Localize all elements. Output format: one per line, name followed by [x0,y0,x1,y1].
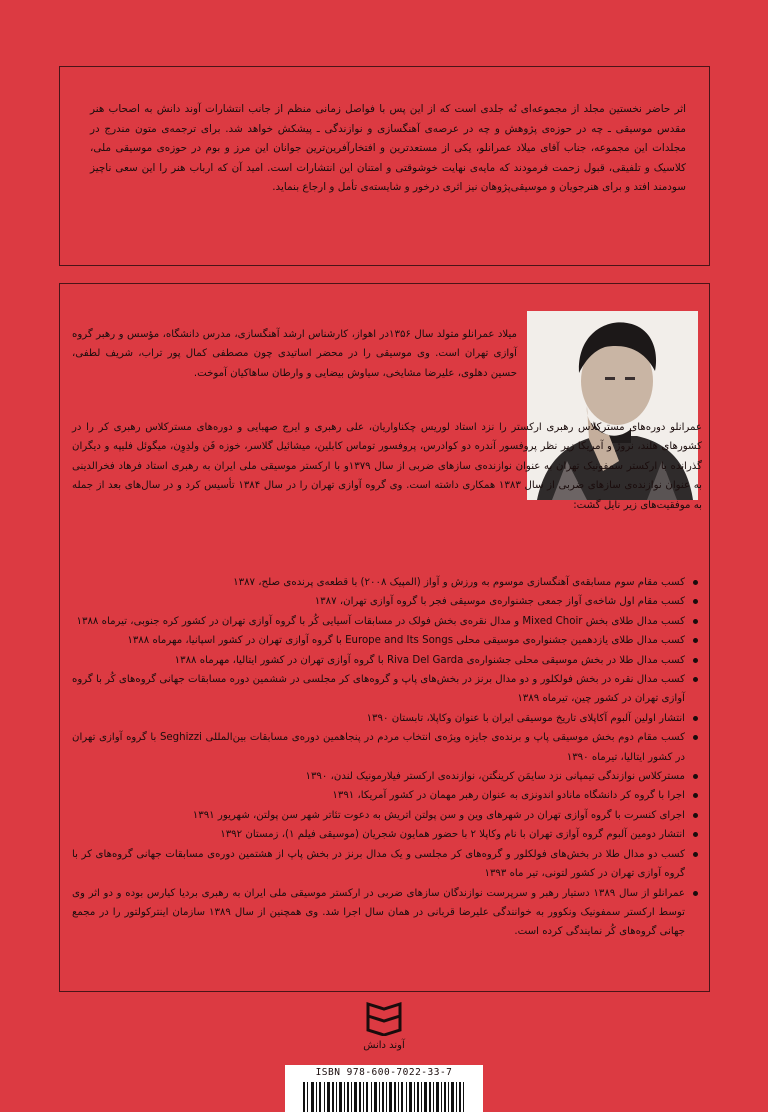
publisher-logo-icon [365,1000,403,1036]
list-item: عمرانلو از سال ۱۳۸۹ دستیار رهبر و سرپرست نوازندگان سازهای ضربی در ارکستر موسیقی ملی ایران به رهبری بردیا کیارس بوده و دو اثر وی توسط ارکستر سمفونیک ونکوور به خوانندگی علیرضا قربانی در همان سال اجرا شد. وی همچنین از سال ۱۳۸۹ سازمان اینترکولتور را در مجمع جهانی گروه‌های کُر نمایندگی کرده است. [72,884,698,942]
list-item: انتشار اولین آلبوم آکاپلای تاریخ موسیقی ایران با عنوان وکاپلا، تابستان ۱۳۹۰ [72,709,698,728]
list-item: کسب مدال طلای یازدهمین جشنواره‌ی موسیقی محلی Europe and Its Songs با گروه آوازی تهران در کشور اسپانیا، مهرماه ۱۳۸۸ [72,631,698,650]
publisher-name: آوند دانش [363,1040,405,1051]
list-item: کسب دو مدال طلا در بخش‌های فولکلور و گروه‌های کر مجلسی و یک مدال برنز در بخش پاپ از هشتمین دوره‌ی مسابقات جهانی گروه‌های کر با گروه آوازی تهران در کشور لتونی، تیر ماه ۱۳۹۳ [72,845,698,884]
bio-paragraph-training: عمرانلو دوره‌های مسترکلاس رهبری ارکستر را نزد استاد لوریس چکناواریان، علی رهبری و ایرج صهبایی و دوره‌های مسترکلاس رهبری کر را در کشورهای هلند، نروژ و آمریکا زیر نظر پروفسور آندره دو کوادرس، پروفسور توماس کابلین، میشائیل گلاسر، خوزه فَن ولدِوِن، میگوئل فلیپه و دیگران گذرانده با ارکستر سمفونیک تهران به عنوان نوازنده‌ی سازهای ضربی از سال ۱۳۷۹و با ارکستر موسیقی ملی ایران به رهبری استاد فرهاد فخرالدینی به عنوان نوازنده‌ی سازهای ضربی از سال ۱۳۸۳ همکاری داشته است. وی گروه آوازی تهران را در سال ۱۳۸۴ تأسیس کرد و در سال‌های بعد از جمله به موفقیت‌های زیر نایل گشت: [72,422,702,511]
list-item: کسب مدال نقره در بخش فولکلور و دو مدال برنز در بخش‌های پاپ و گروه‌های کر مجلسی در ششمین دوره مسابقات جهانی گروه‌های کُر با گروه آوازی تهران در کشور چین، تیرماه ۱۳۸۹ [72,670,698,709]
barcode [285,1065,483,1112]
list-item: کسب مقام دوم بخش موسیقی پاپ و برنده‌ی جایزه ویژه‌ی انتخاب مردم در پنجاهمین دوره‌ی مسابقات بین‌المللی Seghizzi با گروه آوازی تهران در کشور ایتالیا، تیرماه ۱۳۹۰ [72,728,698,767]
isbn-number: ISBN 978-600-7022-33-7 [315,1067,453,1078]
intro-paragraph: اثر حاضر نخستین مجلد از مجموعه‌ای نُه جلدی است که از این پس با فواصل زمانی منظم از جانب انتشارات آوند دانش به اصحاب هنر مقدس موسیقی ـ چه در حوزه‌ی پژوهش و چه در عرصه‌ی آهنگسازی و نوازندگی ـ پیشکش خواهد شد. برای ترجمه‌ی متون مندرج در مجلدات این مجموعه، جناب آقای میلاد عمرانلو، یکی از مستعدترین و افتخارآفرین‌ترین جوانان این مرز و بوم در حوزه‌ی موسیقی ملی، کلاسیک و تلفیقی، قبول زحمت فرمودند که مایه‌ی نهایت خوشوقتی و امتنان این انتشارات است. امید آن که ارباب هنر را این سعی ناچیز سودمند افتد و برای هنرجویان و موسیقی‌پژوهان نیز اثری درخور و شایسته‌ی تأمل و ارجاع بنماید. [90,103,686,194]
list-item: کسب مقام سوم مسابقه‌ی آهنگسازی موسوم به ورزش و آواز (المپیک ۲۰۰۸) با قطعه‌ی پرنده‌ی صلح، ۱۳۸۷ [72,573,698,592]
list-item: اجرای کنسرت با گروه آوازی تهران در شهرهای وین و سن پولتن اتریش به دعوت تئاتر شهر سن پولتن، شهریور ۱۳۹۱ [72,806,698,825]
list-item: کسب مقام اول شاخه‌ی آواز جمعی جشنواره‌ی موسیقی فجر با گروه آوازی تهران، ۱۳۸۷ [72,592,698,611]
bio-paragraph-intro: میلاد عمرانلو متولد سال ۱۳۵۶در اهواز، کارشناس ارشد آهنگسازی، مدرس دانشگاه، مؤسس و رهبر گروه آوازی تهران است. وی موسیقی را در محضر اساتیدی چون مصطفی کمال پور تراب، شریف لطفی، حسین دهلوی، علیرضا مشایخی، سیاوش بیضایی و وارطان ساهاکیان آموخت. [72,329,518,379]
list-item: اجرا با گروه کر دانشگاه مانادو اندونزی به عنوان رهبر مهمان در کشور آمریکا، ۱۳۹۱ [72,786,698,805]
list-item: مسترکلاس نوازندگی تیمپانی نزد سایمَن کرینگتن، نوازنده‌ی ارکستر فیلارمونیک لندن، ۱۳۹۰ [72,767,698,786]
list-item: انتشار دومین آلبوم گروه آوازی تهران با نام وکاپلا ۲ با حضور همایون شجریان (موسیقی فیلم ۱)، زمستان ۱۳۹۲ [72,825,698,844]
list-item: کسب مدال طلای بخش Mixed Choir و مدال نقره‌ی بخش فولک در مسابقات آسیایی کُر با گروه آوازی تهران در کشور کره جنوبی، تیرماه ۱۳۸۸ [72,612,698,631]
barcode-bars-icon [285,1065,483,1112]
achievements-list [72,573,698,942]
list-item: کسب مدال طلا در بخش موسیقی محلی جشنواره‌ی Riva Del Garda با گروه آوازی تهران در کشور ایتالیا، مهرماه ۱۳۸۸ [72,651,698,670]
